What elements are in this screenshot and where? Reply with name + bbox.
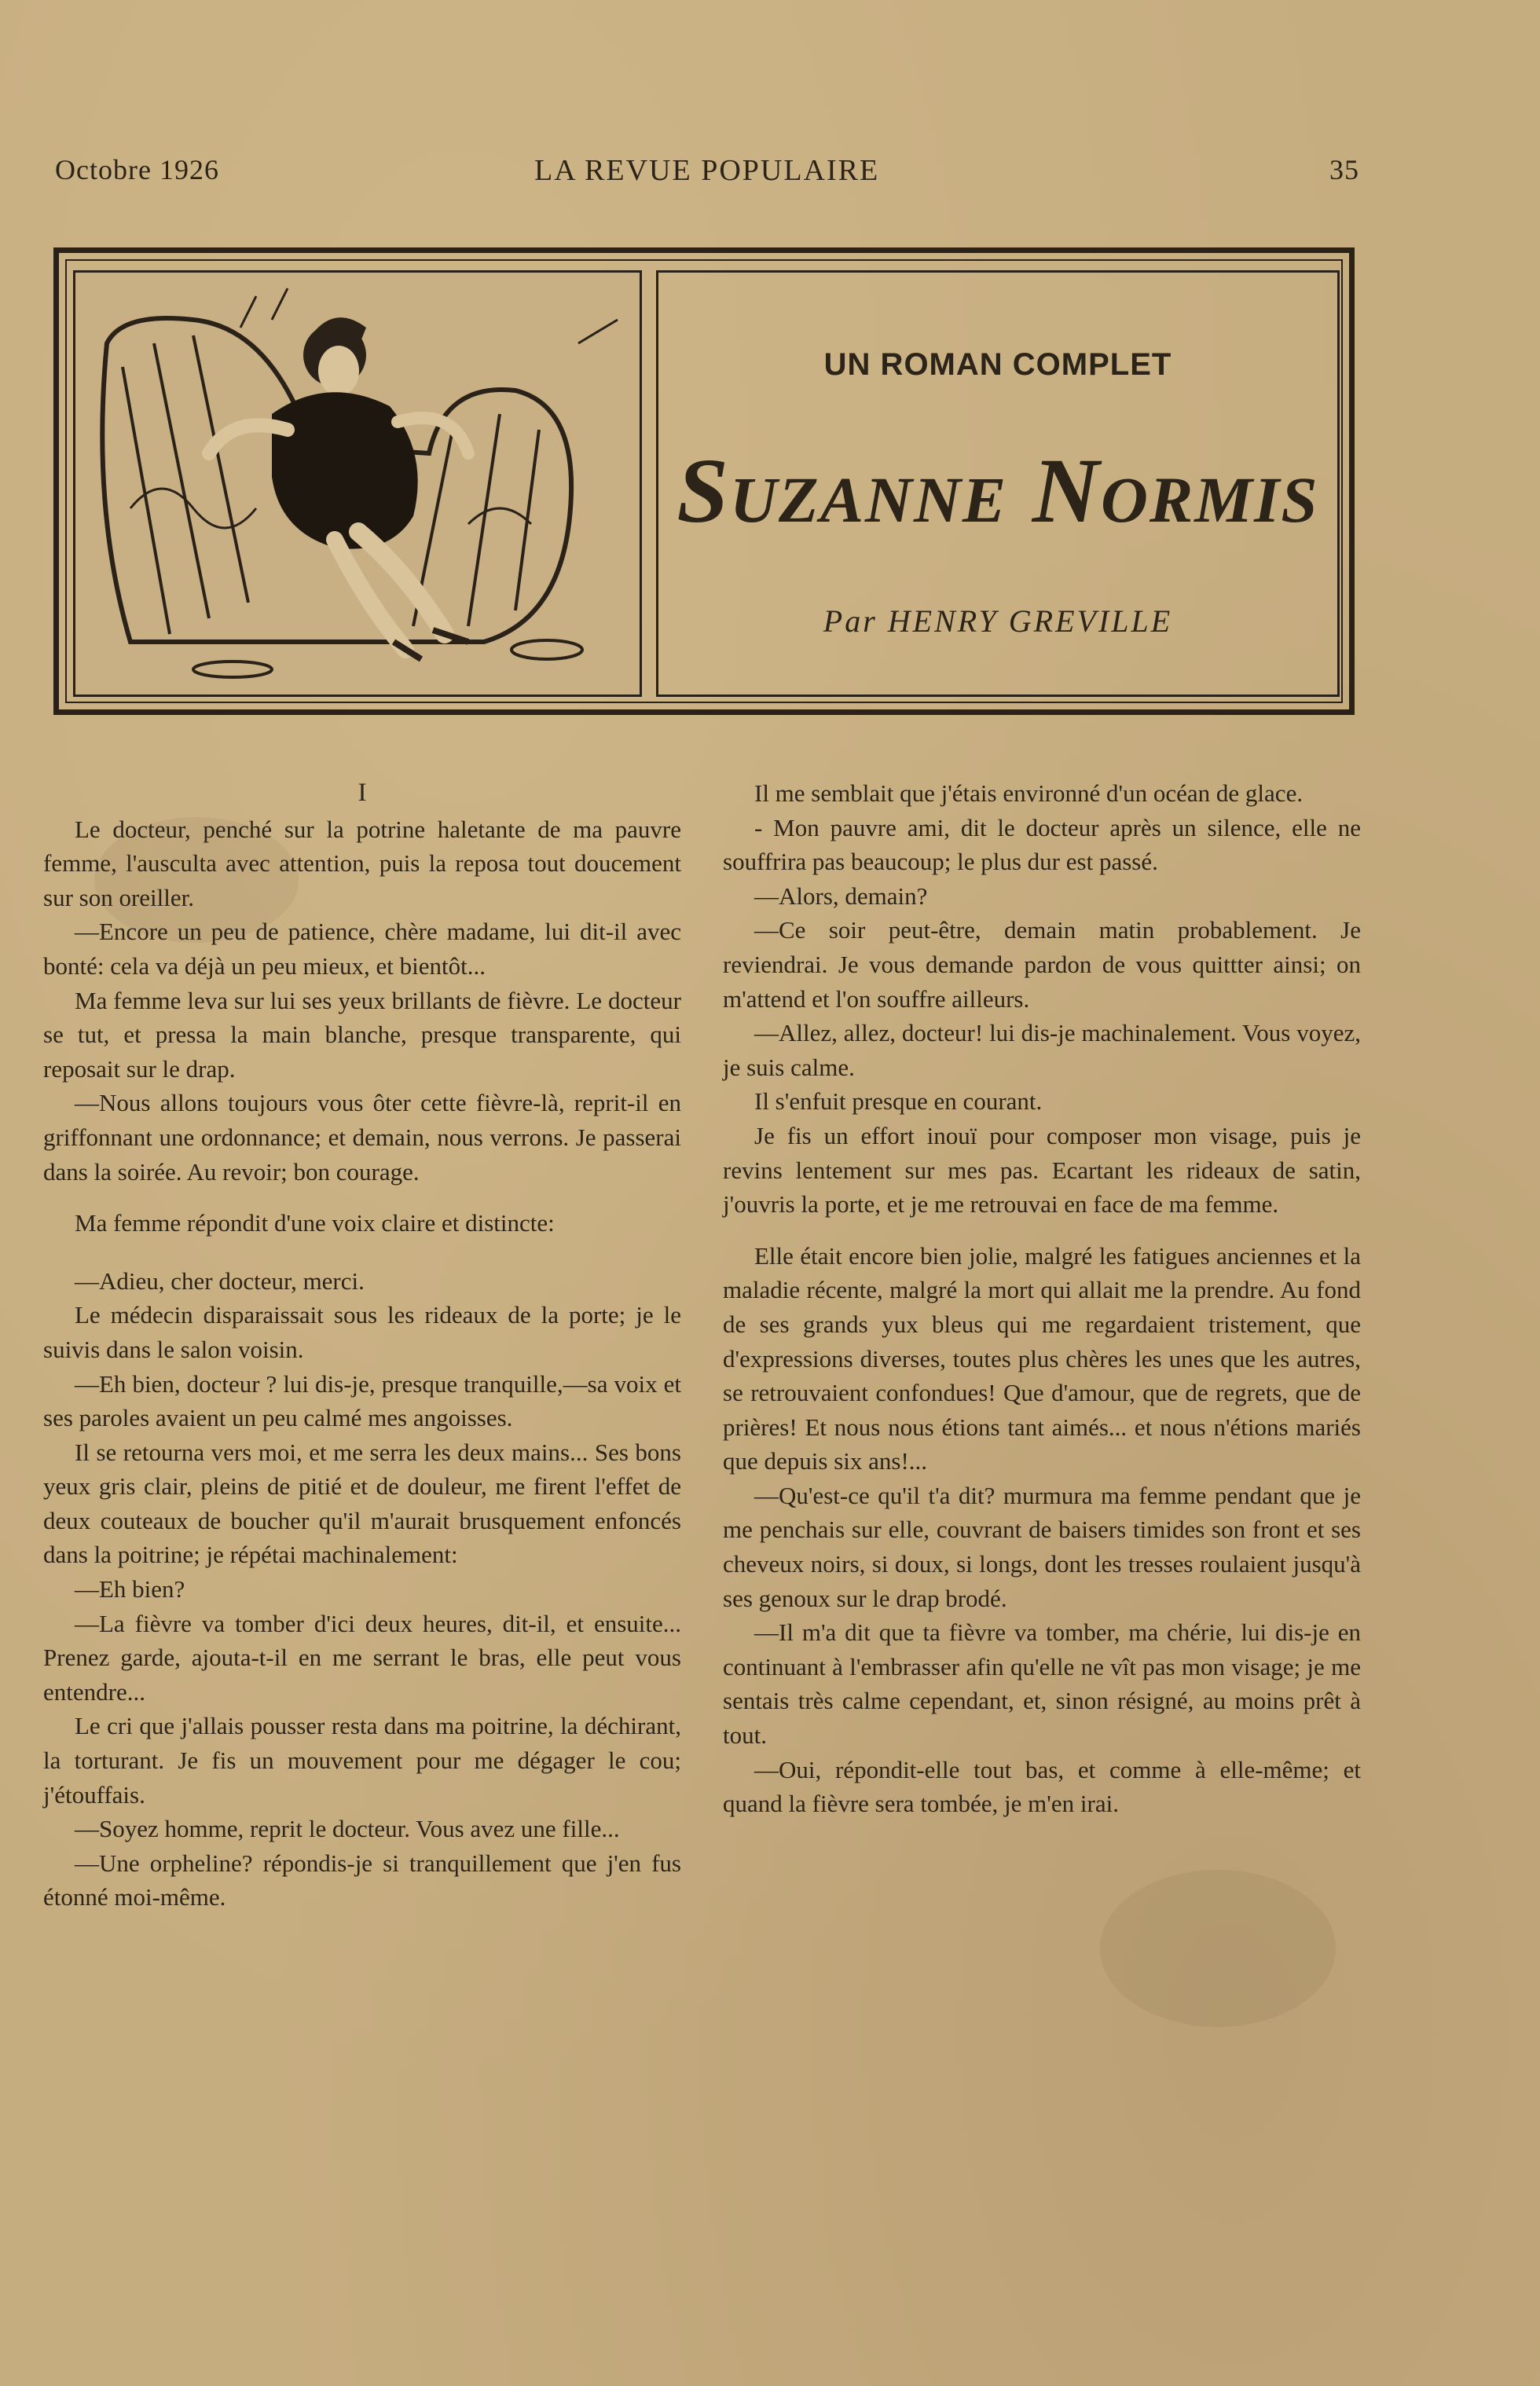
series-kicker: UN ROMAN COMPLET (823, 347, 1172, 382)
running-head (55, 153, 1359, 192)
paragraph: —Encore un peu de patience, chère madame, lui dit-il avec bonté: cela va déjà un peu mieux, et bientôt... (43, 918, 681, 980)
page-number: 35 (1329, 154, 1359, 185)
paragraph: —Qu'est-ce qu'il t'a dit? murmura ma femme pendant que je me penchais sur elle, couvrant de baisers timides son front et ses cheveux noirs, si doux, si longs, dont les tresses roulaient jusqu'à ses genoux sur le drap brodé. (723, 1481, 1361, 1612)
author-byline: Par HENRY GREVILLE (823, 603, 1173, 639)
paragraph: Le docteur, penché sur la potrine haletante de ma pauvre femme, l'ausculta avec attention, puis la reposa tout doucement sur son oreiller. (43, 815, 681, 911)
chapter-number: I (358, 779, 367, 807)
paragraph: Elle était encore bien jolie, malgré les fatigues anciennes et la maladie récente, malgré la mort qui allait me la prendre. Au fond de ses grands yux bleus qui me regardaient tristement, que d'expressions diverses, toutes plus chères les unes que les autres, se retrouvaient confondues! Que d'amour, que de regrets, que de prières! Et nous nous étions tant aimés... et nous n'étions mariés que depuis six ans!... (723, 1241, 1361, 1475)
paragraph: —Allez, allez, docteur! lui dis-je machinalement. Vous voyez, je suis calme. (723, 1019, 1361, 1081)
paragraph: Il me semblait que j'étais environné d'un océan de glace. (754, 779, 1304, 807)
paragraph: —Il m'a dit que ta fièvre va tomber, ma chérie, lui dis-je en continuant à l'embrasser afin qu'elle ne vît pas mon visage; je me sentais très calme cependant, et, sinon résigné, au moins prêt à tout. (723, 1618, 1361, 1750)
paragraph: —Une orpheline? répondis-je si tranquillement que j'en fus étonné moi-même. (43, 1849, 681, 1911)
paragraph: —Soyez homme, reprit le docteur. Vous avez une fille... (75, 1815, 620, 1843)
publication-title: LA REVUE POPULAIRE (534, 154, 880, 187)
issue-date: Octobre 1926 (55, 154, 219, 185)
illustration-drawing (75, 273, 640, 695)
text-column-left (43, 776, 681, 1915)
paragraph: Il s'enfuit presque en courant. (754, 1087, 1043, 1116)
paragraph: —Nous allons toujours vous ôter cette fièvre-là, reprit-il en griffonnant une ordonnance; et demain, nous verrons. Je passerai dans la soirée. Au revoir; bon courage. (43, 1089, 681, 1186)
paragraph: Je fis un effort inouï pour composer mon visage, puis je revins lentement sur mes pas. Ecartant les rideaux de satin, j'ouvris la porte, et je me retrouvai en face de ma femme. (723, 1121, 1361, 1219)
paragraph: —La fièvre va tomber d'ici deux heures, dit-il, et ensuite... Prenez garde, ajouta-t-il en me serrant le bras, elle peut vous entendre... (43, 1609, 681, 1706)
paragraph: —Oui, répondit-elle tout bas, et comme à elle-même; et quand la fièvre sera tombée, je m'en irai. (723, 1755, 1361, 1818)
title-box (656, 270, 1340, 697)
paragraph: —Ce soir peut-être, demain matin probablement. Je reviendrai. Je vous demande pardon de vous quittter ainsi; on m'attend et l'on souffre ailleurs. (723, 916, 1361, 1013)
paragraph: Il se retourna vers moi, et me serra les deux mains... Ses bons yeux gris clair, pleins de pitié et de douleur, me firent l'effet de deux couteaux de boucher qu'il m'aurait brusquement enfoncés dans la poitrine; je répétai machinalement: (43, 1438, 681, 1569)
paragraph: Ma femme leva sur lui ses yeux brillants de fièvre. Le docteur se tut, et pressa la main blanche, presque transparente, qui reposait sur le drap. (43, 986, 681, 1083)
paragraph: Le cri que j'allais pousser resta dans ma poitrine, la déchirant, la torturant. Je fis un mouvement pour me dégager le cou; j'étouffais. (43, 1712, 681, 1809)
paper-stain (1100, 1870, 1336, 2027)
paragraph: —Eh bien, docteur ? lui dis-je, presque tranquille,—sa voix et ses paroles avaient un peu calmé mes angoisses. (43, 1369, 681, 1432)
paragraph: —Alors, demain? (754, 881, 928, 910)
woman-in-armchair-illustration (73, 270, 642, 697)
paragraph: Le médecin disparaissait sous les rideaux de la porte; je le suivis dans le salon voisin. (43, 1301, 681, 1363)
text-column-right (723, 776, 1361, 1821)
novel-title: Suzanne Normis (676, 439, 1319, 542)
paragraph: Ma femme répondit d'une voix claire et distincte: (75, 1209, 555, 1237)
paragraph: —Adieu, cher docteur, merci. (75, 1266, 365, 1295)
paragraph: - Mon pauvre ami, dit le docteur après un silence, elle ne souffrira pas beaucoup; le plus dur est passé. (723, 813, 1361, 876)
paragraph: —Eh bien? (75, 1575, 185, 1603)
title-banner (53, 247, 1355, 715)
